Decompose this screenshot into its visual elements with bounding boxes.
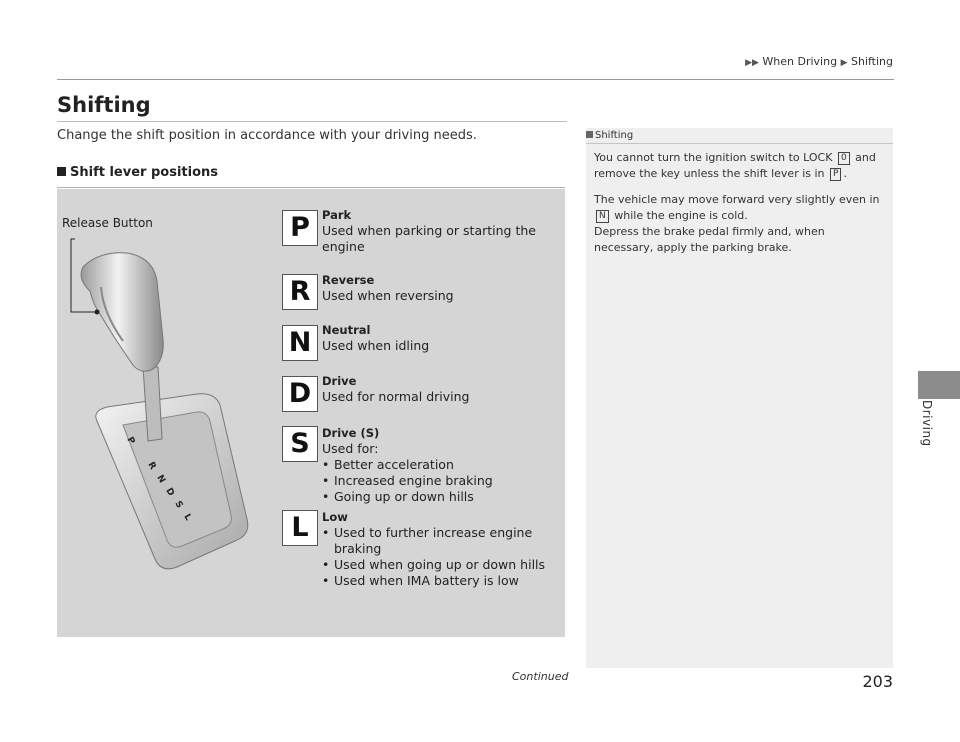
breadcrumb-section[interactable]: When Driving: [762, 55, 838, 68]
position-desc: Used when idling: [322, 338, 430, 353]
gate-plate: [96, 394, 248, 569]
page-number: 203: [862, 672, 893, 691]
note-text: while the engine is cold.: [614, 209, 748, 222]
breadcrumb-page: Shifting: [850, 55, 893, 68]
figure-rule: [57, 187, 565, 188]
note-body: [594, 150, 886, 266]
chapter-tab-label: Driving: [920, 400, 934, 447]
bullet-item: • Used when going up or down hills: [322, 557, 557, 573]
position-name: Park: [322, 208, 352, 222]
position-sport: [322, 425, 557, 505]
park-key-icon: P: [830, 168, 841, 181]
low-icon: L: [282, 510, 318, 546]
position-name: Drive: [322, 374, 357, 388]
position-desc: Used for:: [322, 441, 379, 456]
reverse-icon: R: [282, 274, 318, 310]
drive-icon: D: [282, 376, 318, 412]
gate-letter-n: N: [154, 473, 167, 486]
gate-letter-d: D: [163, 486, 176, 498]
bullet-item: • Used when IMA battery is low: [322, 573, 557, 589]
bullet-item: • Better acceleration: [322, 457, 557, 473]
note-paragraph: [594, 192, 886, 256]
intro-text: Change the shift position in accordance with your driving needs.: [57, 128, 477, 143]
position-desc: Used when parking or starting the engine: [322, 223, 536, 254]
position-name: Drive (S): [322, 426, 380, 440]
note-text: .: [843, 167, 847, 180]
gate-letter-s: S: [172, 499, 185, 511]
section-heading: [57, 165, 218, 180]
header-rule: [57, 79, 894, 80]
note-rule: [586, 143, 893, 144]
note-heading-text[interactable]: Shifting: [595, 130, 634, 141]
breadcrumb-separator: ▶: [840, 58, 848, 68]
lock-key-icon: 0: [838, 152, 850, 165]
note-heading: [586, 130, 633, 141]
chapter-tab[interactable]: [918, 371, 960, 399]
position-desc: Used when reversing: [322, 288, 454, 303]
position-name: Neutral: [322, 323, 371, 337]
release-button-marker: [95, 310, 100, 315]
bullet-item: • Going up or down hills: [322, 489, 557, 505]
note-text: The vehicle may move forward very slightly even in: [594, 193, 880, 206]
breadcrumb-arrows: ▶▶: [745, 58, 759, 68]
bullet-item: • Increased engine braking: [322, 473, 557, 489]
position-neutral: [322, 322, 557, 354]
position-low: [322, 509, 557, 589]
position-name: Reverse: [322, 273, 375, 287]
position-desc: Used for normal driving: [322, 389, 470, 404]
gate-letter-r: R: [145, 460, 158, 472]
continued-label: Continued: [512, 670, 569, 683]
position-park: [322, 207, 557, 255]
note-paragraph: [594, 150, 886, 182]
note-text: Depress the brake pedal firmly and, when necessary, apply the parking brake.: [594, 225, 825, 254]
release-button-label: Release Button: [62, 216, 153, 230]
title-rule: [57, 121, 567, 122]
neutral-icon: N: [282, 325, 318, 361]
note-text: and remove the key unless the shift lever is in: [594, 151, 876, 180]
bullet-item: • Used to further increase engine braking: [322, 525, 557, 557]
position-drive: [322, 373, 557, 405]
gate-letter-p: P: [124, 435, 137, 447]
square-bullet-icon: [57, 167, 66, 176]
position-name: Low: [322, 510, 348, 524]
sport-icon: S: [282, 426, 318, 462]
note-text: You cannot turn the ignition switch to LOCK: [594, 151, 833, 164]
position-reverse: [322, 272, 557, 304]
section-heading-text: Shift lever positions: [70, 165, 218, 180]
neutral-key-icon: N: [596, 210, 609, 223]
breadcrumb: [745, 55, 893, 68]
park-icon: P: [282, 210, 318, 246]
page-title: Shifting: [57, 93, 151, 117]
gate-letter-l: L: [181, 512, 193, 523]
reference-icon: [586, 131, 593, 138]
